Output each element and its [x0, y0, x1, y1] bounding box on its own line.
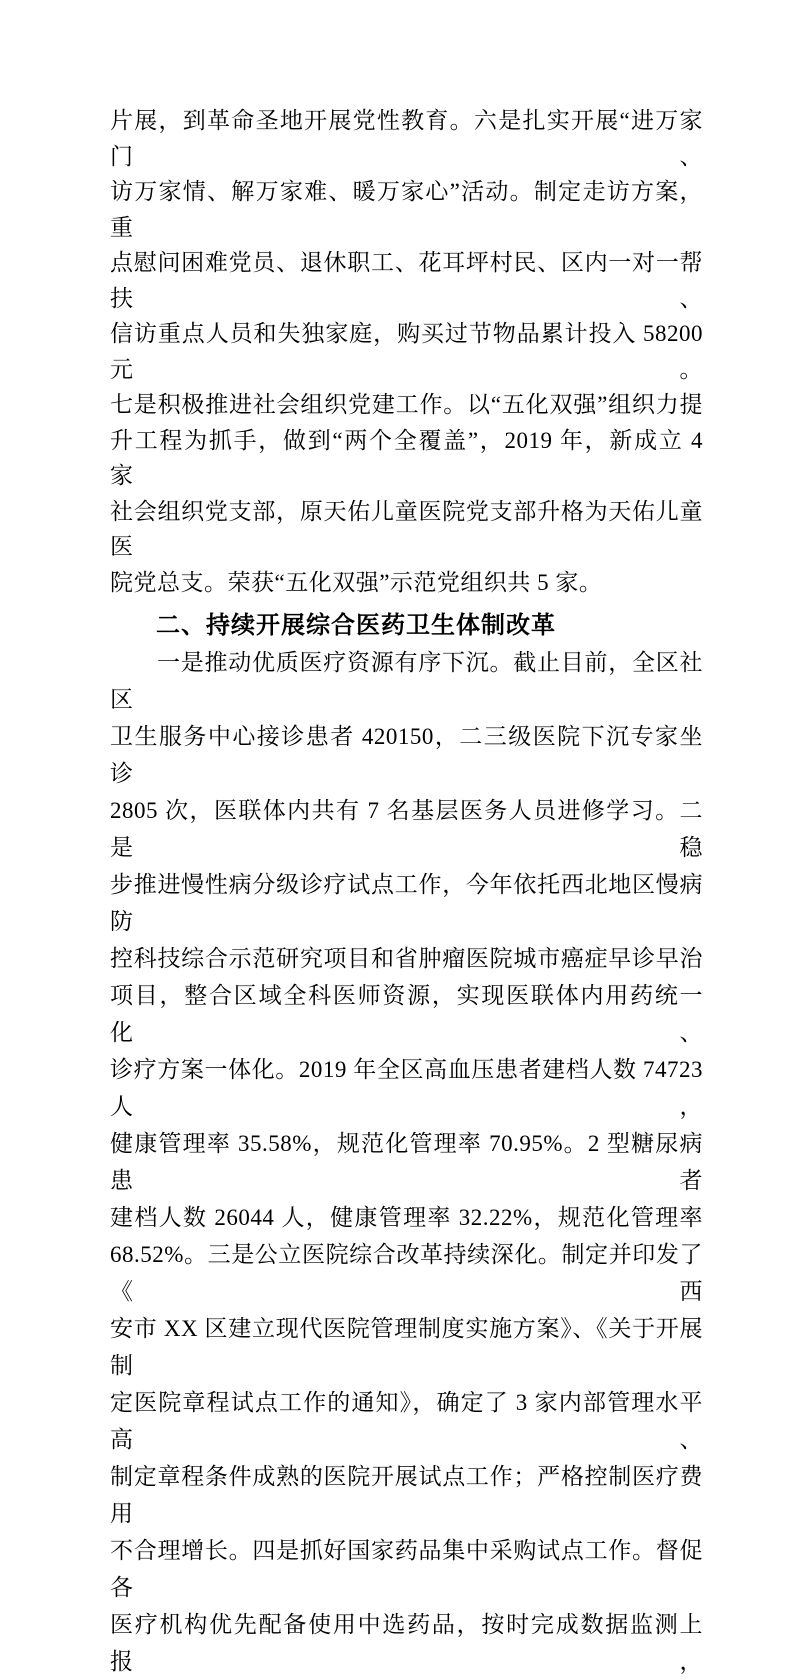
text-line: 七是积极推进社会组织党建工作。以“五化双强”组织力提: [110, 392, 703, 417]
text-line: 制定章程条件成熟的医院开展试点工作；严格控制医疗费用: [110, 1464, 703, 1526]
text-line: 一是推动优质医疗资源有序下沉。截止目前，全区社区: [110, 650, 703, 712]
opening-paragraph: [110, 103, 703, 600]
text-line: 诊疗方案一体化。2019 年全区高血压患者建档人数 74723 人，: [110, 1057, 703, 1119]
text-line: 信访重点人员和失独家庭，购买过节物品累计投入 58200 元。: [110, 321, 703, 382]
text-line: 定医院章程试点工作的通知》，确定了 3 家内部管理水平高、: [110, 1390, 703, 1452]
text-line: 社会组织党支部，原天佑儿童医院党支部升格为天佑儿童医: [110, 498, 703, 559]
text-line: 片展，到革命圣地开展党性教育。六是扎实开展“进万家门、: [110, 108, 703, 169]
section-heading: 二、持续开展综合医药卫生体制改革: [156, 612, 556, 639]
text-line: 控科技综合示范研究项目和省肿瘤医院城市癌症早诊早治: [110, 946, 703, 971]
text-line: 升工程为抓手，做到“两个全覆盖”，2019 年，新成立 4 家: [110, 427, 703, 488]
text-line: 建档人数 26044 人，健康管理率 32.22%，规范化管理率: [110, 1205, 703, 1230]
text-line: 安市 XX 区建立现代医院管理制度实施方案》、《关于开展制: [110, 1316, 703, 1378]
text-line: 卫生服务中心接诊患者 420150，二三级医院下沉专家坐诊: [110, 724, 703, 786]
text-line: 2805 次，医联体内共有 7 名基层医务人员进修学习。二是稳: [110, 798, 703, 860]
text-line: 健康管理率 35.58%，规范化管理率 70.95%。2 型糖尿病患者: [110, 1131, 703, 1193]
body-paragraph: [110, 644, 703, 1680]
text-line: 不合理增长。四是抓好国家药品集中采购试点工作。督促各: [110, 1538, 703, 1600]
text-line: 项目，整合区域全科医师资源，实现医联体内用药统一化、: [110, 983, 703, 1045]
text-line: 步推进慢性病分级诊疗试点工作，今年依托西北地区慢病防: [110, 872, 703, 934]
text-line: 访万家情、解万家难、暖万家心”活动。制定走访方案，重: [110, 179, 703, 240]
text-line: 点慰问困难党员、退休职工、花耳坪村民、区内一对一帮扶、: [110, 250, 703, 311]
text-line: 68.52%。三是公立医院综合改革持续深化。制定并印发了《西: [110, 1242, 703, 1304]
text-line: 院党总支。荣获“五化双强”示范党组织共 5 家。: [110, 569, 603, 595]
text-line: 医疗机构优先配备使用中选药品，按时完成数据监测上报，: [110, 1612, 703, 1674]
